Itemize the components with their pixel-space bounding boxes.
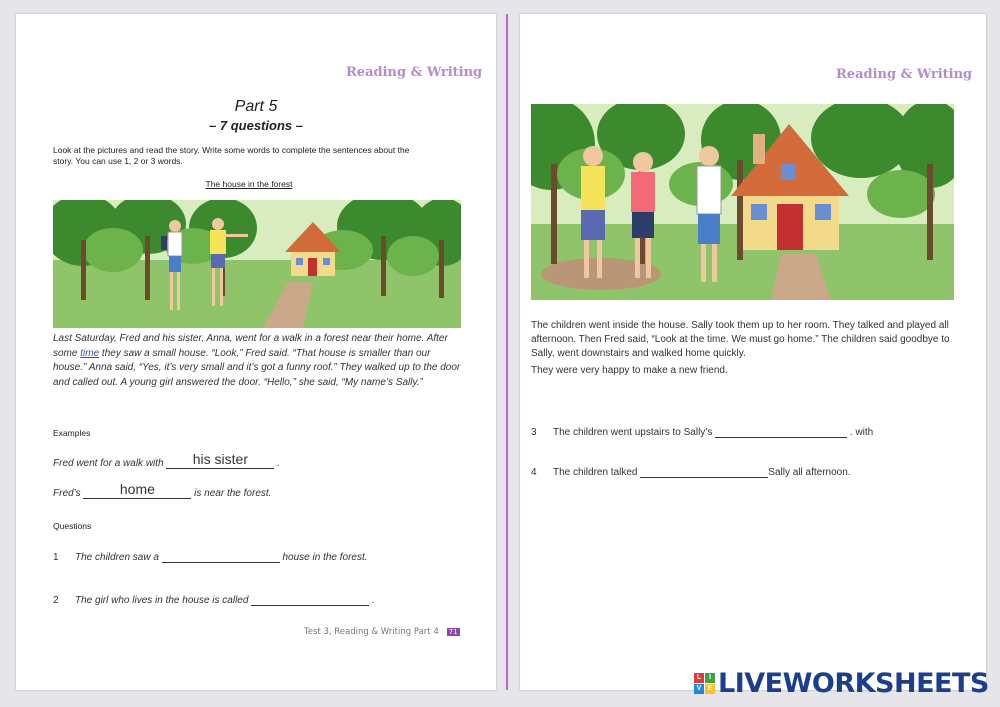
- story-continuation: The children went inside the house. Sally took them up to her room. They talked and played all afternoon. Then Fred said, “Look at the time. We must go home.” The children said goodbye to Sally, went downstairs and walked home quickly.: [531, 320, 950, 359]
- question-3: 3 The children went upstairs to Sally’s . with: [531, 427, 874, 438]
- forest-illustration-right: [531, 104, 954, 300]
- story-ending: They were very happy to make a new friend.: [531, 365, 728, 376]
- right-page: [520, 14, 986, 690]
- question-2: 2 The girl who lives in the house is called .: [53, 595, 375, 606]
- question-4: 4 The children talked Sally all afternoon.: [531, 467, 851, 478]
- part-title: Part 5: [234, 98, 278, 115]
- section-header: Reading & Writing: [346, 65, 483, 80]
- section-header-right: Reading & Writing: [836, 67, 973, 82]
- logo-text: LIVEWORKSHEETS: [718, 668, 989, 699]
- examples-label: Examples: [53, 428, 91, 438]
- logo-cubes-icon: L I V E: [694, 673, 715, 694]
- left-page: [16, 14, 496, 690]
- story-text: Last Saturday, Fred and his sister, Anna, went for a walk in a forest near their home. After some time they saw a small house. “Look,” Fred said. “That house is smaller than our house.” Anna said, “Yes, it’s very small and it’s got a funny roof.” They walked up to the door and called out. A young girl answered the door. “Hello,” she said, “My name’s Sally.”: [53, 333, 461, 388]
- questions-label: Questions: [53, 521, 92, 531]
- page-number: 71: [448, 628, 458, 636]
- example-2: Fred’s home is near the forest.: [53, 481, 272, 499]
- question-1: 1 The children saw a house in the forest.: [53, 552, 368, 563]
- forest-illustration-left: [53, 200, 461, 328]
- question-3-answer-field[interactable]: [715, 425, 847, 438]
- question-1-answer-field[interactable]: [162, 550, 280, 563]
- liveworksheets-logo[interactable]: [694, 668, 989, 699]
- instructions: Look at the pictures and read the story. Write some words to complete the sentences about the story. You can use 1, 2 or 3 words.: [53, 145, 410, 166]
- story-title: The house in the forest: [205, 179, 293, 189]
- example-2-blank: home: [83, 486, 191, 499]
- example-1-blank: his sister: [166, 456, 274, 469]
- word-link-time[interactable]: time: [80, 347, 100, 359]
- question-2-answer-field[interactable]: [251, 593, 369, 606]
- page-divider: [506, 14, 508, 690]
- page-footer: Test 3, Reading & Writing Part 4 71: [304, 627, 458, 637]
- part-subtitle: – 7 questions –: [209, 118, 303, 133]
- question-4-answer-field[interactable]: [640, 465, 768, 478]
- example-1: Fred went for a walk with his sister .: [53, 451, 280, 469]
